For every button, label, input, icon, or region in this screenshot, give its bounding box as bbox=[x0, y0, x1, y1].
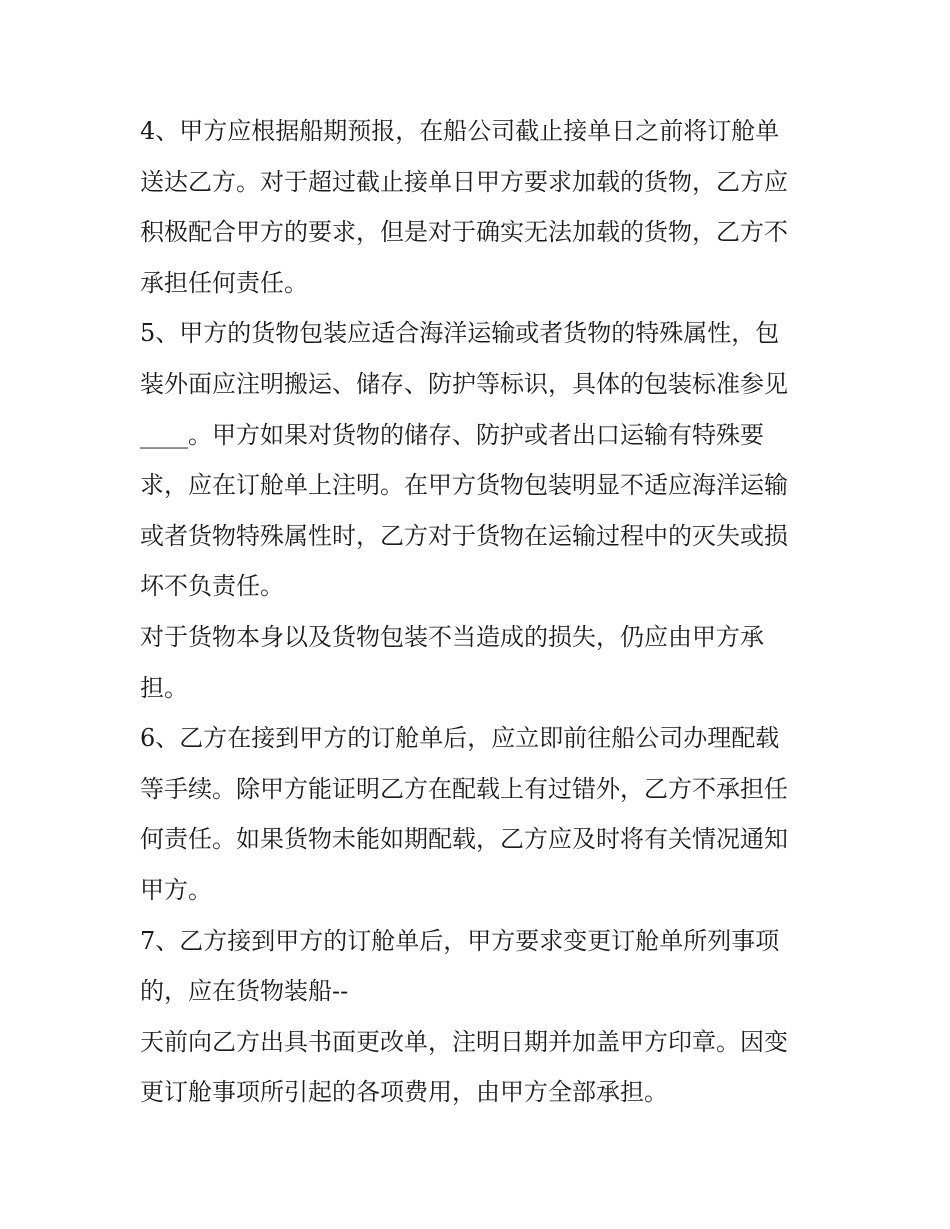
text-line: 求，应在订舱单上注明。在甲方货物包装明显不适应海洋运输 bbox=[140, 471, 788, 500]
text-line: 天前向乙方出具书面更改单，注明日期并加盖甲方印章。因变 bbox=[140, 1027, 788, 1056]
text-line: 何责任。如果货物未能如期配载，乙方应及时将有关情况通知 bbox=[140, 825, 788, 854]
text-line: 等手续。除甲方能证明乙方在配载上有过错外，乙方不承担任 bbox=[140, 774, 788, 803]
text-line: 更订舱事项所引起的各项费用，由甲方全部承担。 bbox=[140, 1078, 668, 1107]
text-line: 的，应在货物装船-- bbox=[140, 977, 349, 1006]
text-line: 送达乙方。对于超过截止接单日甲方要求加载的货物，乙方应 bbox=[140, 167, 788, 196]
text-line: 5、甲方的货物包装应适合海洋运输或者货物的特殊属性，包 bbox=[140, 319, 780, 348]
text-line: 或者货物特殊属性时，乙方对于货物在运输过程中的灭失或损 bbox=[140, 521, 788, 550]
text-line: 甲方。 bbox=[140, 875, 212, 904]
text-line: ____。甲方如果对货物的储存、防护或者出口运输有特殊要 bbox=[140, 420, 764, 449]
text-line: 坏不负责任。 bbox=[140, 572, 284, 601]
text-line: 对于货物本身以及货物包装不当造成的损失，仍应由甲方承 bbox=[140, 622, 764, 651]
text-line: 6、乙方在接到甲方的订舱单后，应立即前往船公司办理配载 bbox=[140, 724, 780, 753]
text-line: 承担任何责任。 bbox=[140, 268, 308, 297]
document-body bbox=[140, 106, 830, 1118]
text-line: 积极配合甲方的要求，但是对于确实无法加载的货物，乙方不 bbox=[140, 218, 788, 247]
text-line: 装外面应注明搬运、储存、防护等标识，具体的包装标准参见 bbox=[140, 369, 788, 398]
text-line: 担。 bbox=[140, 673, 188, 702]
text-line: 7、乙方接到甲方的订舱单后，甲方要求变更订舱单所列事项 bbox=[140, 926, 780, 955]
text-line: 4、甲方应根据船期预报，在船公司截止接单日之前将订舱单 bbox=[140, 117, 780, 145]
